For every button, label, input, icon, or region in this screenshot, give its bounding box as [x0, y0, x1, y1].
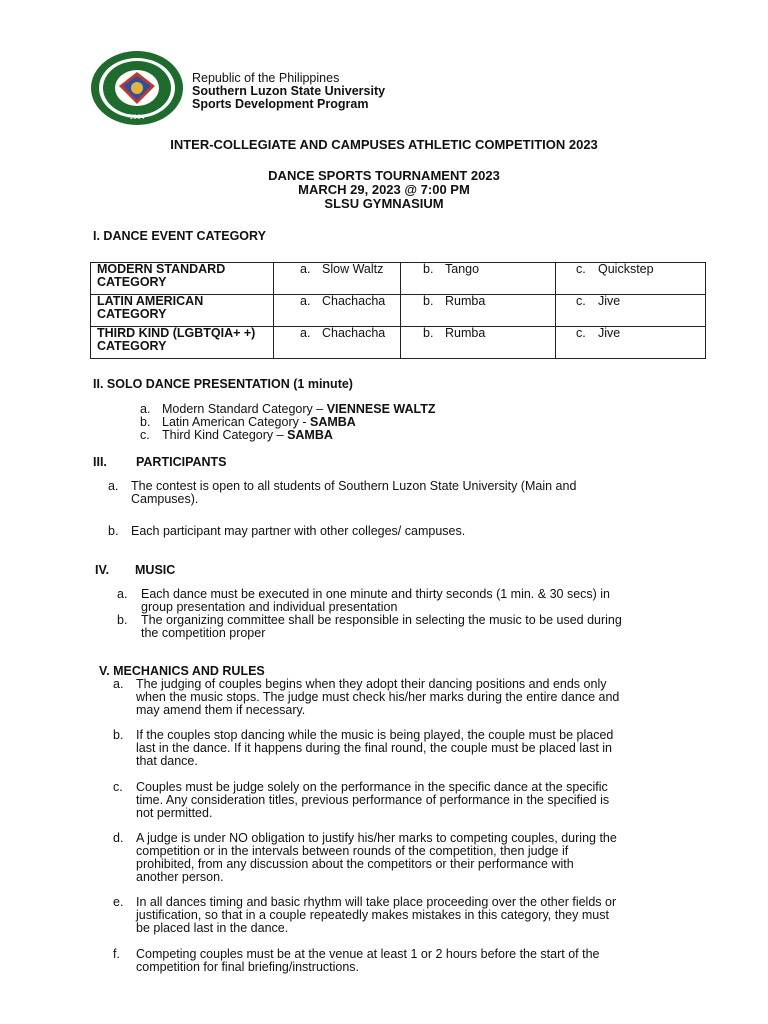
section1-heading: I. DANCE EVENT CATEGORY [93, 229, 266, 243]
dance-cell-b: b. Rumba [401, 327, 556, 359]
header-university: Southern Luzon State University [192, 84, 386, 98]
header-program: Sports Development Program [192, 97, 369, 111]
table-row [91, 263, 706, 295]
section3-heading: PARTICIPANTS [136, 455, 227, 469]
tournament-title: DANCE SPORTS TOURNAMENT 2023 [268, 168, 500, 183]
list-item: f. Competing couples must be at the venue at least 1 or 2 hours before the start of the competition for final briefing/instructions. [113, 947, 600, 974]
list-item: c. Couples must be judge solely on the performance in the specific dance at the specific time. Any consideration titles, previous performance of performance in the specified is not permitted. [113, 780, 610, 820]
dance-cell-b: b. Tango [401, 263, 556, 295]
list-item: a. The contest is open to all students of Southern Luzon State University (Main and Campuses). [108, 479, 577, 506]
section4-numeral: IV. [95, 563, 110, 577]
event-datetime: MARCH 29, 2023 @ 7:00 PM [298, 182, 470, 197]
dance-cell-c: c. Quickstep [556, 263, 706, 295]
list-item: d. A judge is under NO obligation to justify his/her marks to competing couples, during the competition or in the intervals between rounds of the competition, then judge if prohibited, from any discussion about the competitors or their performance with another person. [113, 831, 617, 884]
list-item: b. The organizing committee shall be responsible in selecting the music to be used during the competition proper [117, 613, 622, 640]
list-item: a. Each dance must be executed in one minute and thirty seconds (1 min. & 30 secs) in group presentation and individual presentation [117, 587, 611, 614]
header-republic: Republic of the Philippines [192, 71, 340, 85]
list-item: b. If the couples stop dancing while the music is being played, the couple must be placed last in the dance. If it happens during the final round, the couple must be placed last in that dance. [113, 728, 614, 768]
list-item: c. Third Kind Category – SAMBA [140, 428, 333, 442]
dance-cell-a: a. Slow Waltz [274, 263, 401, 295]
seal-year: 1964 [129, 114, 145, 121]
dance-cell-a: a. Chachacha [274, 295, 401, 327]
category-cell: THIRD KIND (LGBTQIA+ +) CATEGORY [91, 327, 274, 359]
dance-cell-c: c. Jive [556, 327, 706, 359]
list-item: b. Each participant may partner with other colleges/ campuses. [108, 524, 466, 538]
category-cell: LATIN AMERICAN CATEGORY [91, 295, 274, 327]
list-item: a. The judging of couples begins when they adopt their dancing positions and ends only when the music stops. The judge must check his/her marks during the entire dance and may amend them if necessary. [113, 677, 620, 717]
university-seal [90, 50, 184, 126]
list-item: a. Modern Standard Category – VIENNESE WALTZ [140, 402, 436, 416]
section3-numeral: III. [93, 455, 107, 469]
table-row [91, 295, 706, 327]
list-item: e. In all dances timing and basic rhythm will take place proceeding over the other fields or justification, so that in a couple repeatedly makes mistakes in this category, they must be placed last in the dance. [113, 895, 617, 935]
dance-category-table [90, 262, 706, 359]
list-item: b. Latin American Category - SAMBA [140, 415, 356, 429]
event-title: INTER-COLLEGIATE AND CAMPUSES ATHLETIC COMPETITION 2023 [170, 137, 598, 152]
dance-cell-b: b. Rumba [401, 295, 556, 327]
dance-cell-c: c. Jive [556, 295, 706, 327]
section2-heading: II. SOLO DANCE PRESENTATION (1 minute) [93, 377, 353, 391]
category-cell: MODERN STANDARD CATEGORY [91, 263, 274, 295]
dance-cell-a: a. Chachacha [274, 327, 401, 359]
table-row [91, 327, 706, 359]
section4-heading: MUSIC [135, 563, 176, 577]
event-venue: SLSU GYMNASIUM [324, 196, 444, 211]
section5-heading: V. MECHANICS AND RULES [99, 664, 265, 678]
